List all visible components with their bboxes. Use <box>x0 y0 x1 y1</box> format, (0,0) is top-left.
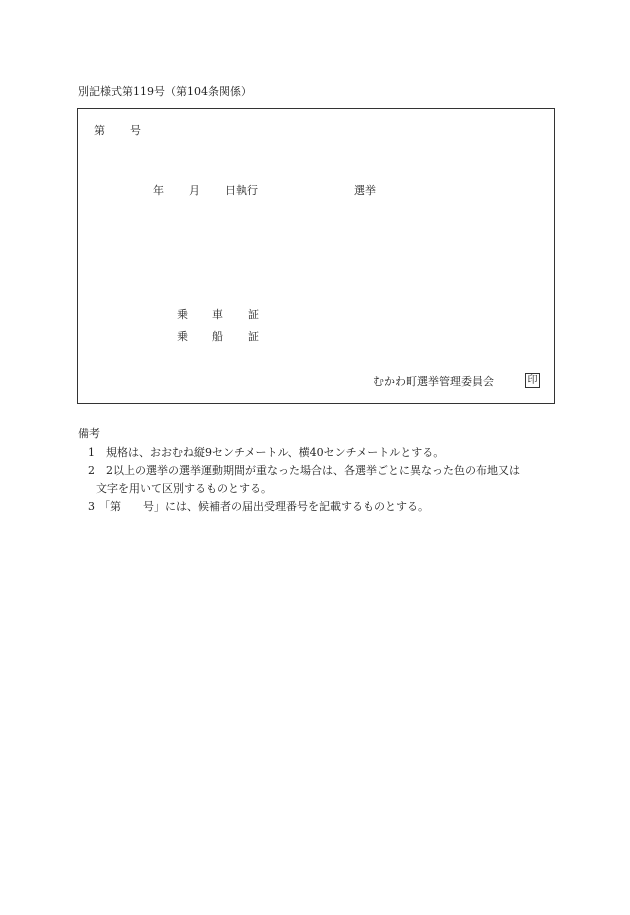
date-year: 年 <box>153 184 164 197</box>
title-ship-2: 船 <box>212 330 223 343</box>
note-2-text-2: 文字を用いて区別するものとする。 <box>96 482 272 495</box>
title-car-3: 証 <box>248 308 259 321</box>
date-month: 月 <box>189 184 200 197</box>
note-2-text-1: 2以上の選挙の選挙運動期間が重なった場合は、各選挙ごとに異なった色の布地又は <box>106 464 520 477</box>
number-dai: 第 <box>94 124 105 137</box>
notes-heading: 備考 <box>78 427 100 440</box>
title-car-2: 車 <box>212 308 223 321</box>
seal-stamp: 印 <box>525 373 540 388</box>
note-2-num: 2 <box>88 464 95 477</box>
number-go: 号 <box>130 124 141 137</box>
title-car-1: 乗 <box>177 308 188 321</box>
issuer-name: むかわ町選挙管理委員会 <box>373 375 494 388</box>
note-1-num: 1 <box>88 446 95 459</box>
title-ship-3: 証 <box>248 330 259 343</box>
form-header: 別記様式第119号（第104条関係） <box>78 85 252 98</box>
election-label: 選挙 <box>354 184 376 197</box>
note-3-text: 「第 号」には、候補者の届出受理番号を記載するものとする。 <box>99 500 429 513</box>
note-3-num: 3 <box>88 500 95 513</box>
note-1-text: 規格は、おおむね縦9センチメートル、横40センチメートルとする。 <box>106 446 445 459</box>
date-day: 日執行 <box>225 184 258 197</box>
title-ship-1: 乗 <box>177 330 188 343</box>
certificate-frame <box>77 108 555 404</box>
